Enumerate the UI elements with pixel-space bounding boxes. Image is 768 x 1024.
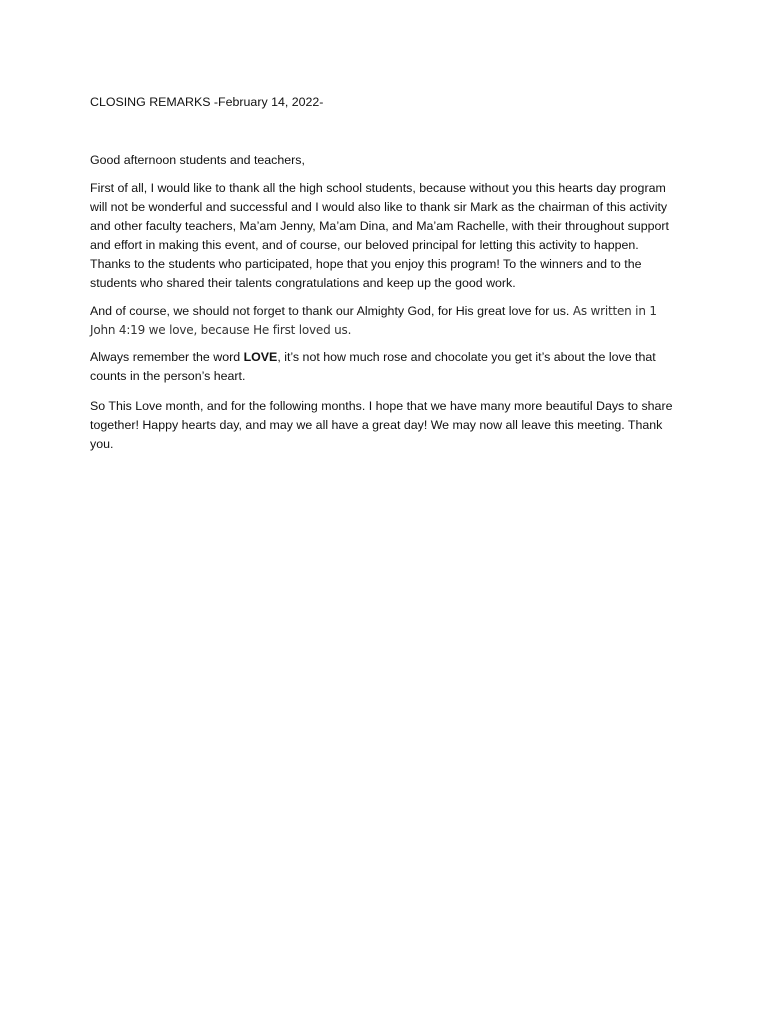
paragraph-love-start: Always remember the word	[90, 350, 244, 364]
greeting: Good afternoon students and teachers,	[90, 153, 305, 167]
paragraph-love-end: , it’s not how much rose and chocolate you get it’s about the love that counts in the person’s heart.	[90, 350, 656, 383]
paragraph-thanks: First of all, I would like to thank all the high school students, because without you this hearts day program will not be wonderful and successful and I would also like to thank sir Mark as the chairman of this activity and other faculty teachers, Ma’am Jenny, Ma’am Dina, and Ma’am Rachelle, with their throughout support and effort in making this event, and of course, our beloved principal for letting this activity to happen. Thanks to the students who participated, hope that you enjoy this program! To the winners and to the students who shared their talents congratulations and keep up the good work.	[90, 181, 669, 290]
paragraph-love	[90, 348, 678, 386]
paragraph-god-text: And of course, we should not forget to thank our Almighty God, for His great love for us.	[90, 304, 573, 318]
paragraph-god	[90, 302, 678, 340]
paragraph-closing: So This Love month, and for the following months. I hope that we have many more beautiful Days to share together! Happy hearts day, and may we all have a great day! We may now all leave this meeting. Thank you.	[90, 399, 673, 451]
love-word: LOVE	[243, 350, 278, 364]
bible-verse: As written in 1 John 4:19 we love, because He first loved us.	[90, 304, 657, 337]
document-title: CLOSING REMARKS -February 14, 2022-	[90, 95, 324, 109]
